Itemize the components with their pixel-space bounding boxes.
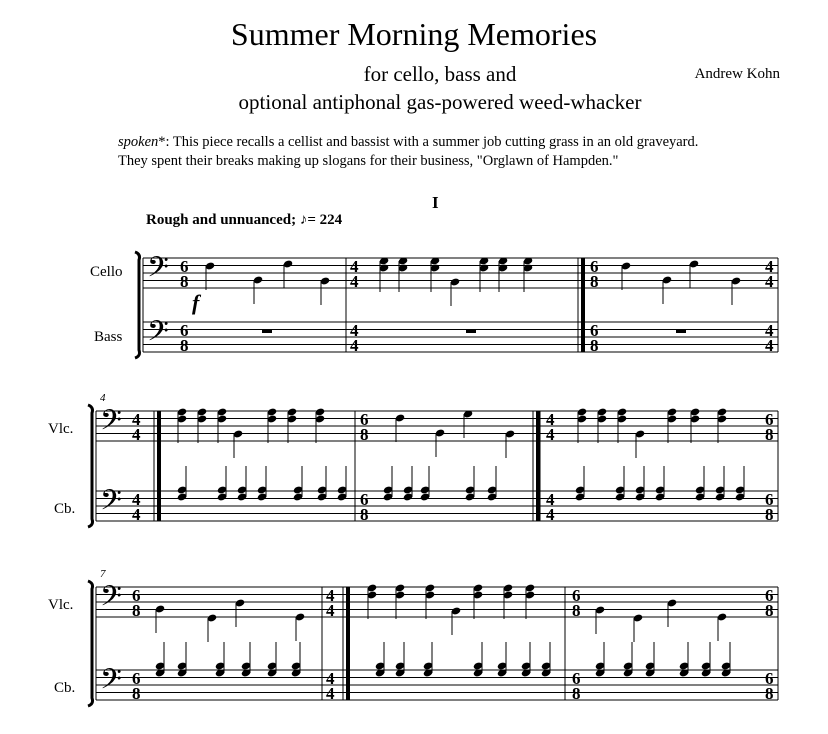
time-signature-top: 6 xyxy=(590,321,599,340)
time-signature-top: 6 xyxy=(765,586,774,605)
whole-rest xyxy=(676,329,686,333)
time-signature-bottom: 8 xyxy=(590,336,599,355)
composer-name: Andrew Kohn xyxy=(694,66,780,82)
time-signature-top: 4 xyxy=(326,586,335,605)
instrument-vlc-2: Vlc. xyxy=(48,421,74,437)
bass-clef-icon: 𝄢 xyxy=(100,484,122,524)
piece-title: Summer Morning Memories xyxy=(230,16,598,52)
system-bracket xyxy=(88,581,93,706)
time-signature-bottom: 4 xyxy=(132,425,141,444)
time-signature-top: 6 xyxy=(765,410,774,429)
time-signature-bottom: 8 xyxy=(572,601,581,620)
whole-rest xyxy=(262,329,272,333)
instrument-cb-3: Cb. xyxy=(54,680,76,696)
system-bracket xyxy=(135,252,140,358)
time-signature-top: 6 xyxy=(180,321,189,340)
subtitle-line-1: for cello, bass and xyxy=(363,62,517,86)
time-signature-bottom: 4 xyxy=(546,425,555,444)
whole-rest xyxy=(466,329,476,333)
time-signature-bottom: 4 xyxy=(765,336,774,355)
time-signature-bottom: 8 xyxy=(180,272,189,291)
time-signature-bottom: 8 xyxy=(360,425,369,444)
time-signature-bottom: 4 xyxy=(326,684,335,703)
instrument-bass: Bass xyxy=(94,329,123,345)
time-signature-top: 4 xyxy=(546,490,555,509)
time-signature-top: 6 xyxy=(765,490,774,509)
time-signature-top: 6 xyxy=(590,257,599,276)
time-signature-bottom: 4 xyxy=(546,505,555,524)
subtitle-line-2: optional antiphonal gas-powered weed-whacker xyxy=(238,90,642,114)
time-signature-bottom: 8 xyxy=(765,684,774,703)
eighth-note-icon: ♪ xyxy=(299,212,308,228)
spoken-label: spoken xyxy=(118,134,159,150)
barlines xyxy=(88,252,778,706)
time-signature-top: 6 xyxy=(572,669,581,688)
time-signature-top: 4 xyxy=(132,490,141,509)
bass-clef-icon: 𝄢 xyxy=(100,580,122,620)
time-signature-bottom: 4 xyxy=(326,601,335,620)
dynamic-forte: f xyxy=(192,290,200,315)
time-signature-bottom: 8 xyxy=(132,684,141,703)
bass-clef-icon: 𝄢 xyxy=(147,315,169,355)
time-signatures xyxy=(132,257,774,703)
tempo-text: Rough and unnuanced; xyxy=(146,212,297,228)
time-signature-bottom: 8 xyxy=(360,505,369,524)
time-signature-top: 4 xyxy=(546,410,555,429)
program-note-line-2: They spent their breaks making up slogans for their business, "Orglawn of Hampden." xyxy=(118,153,619,169)
time-signature-top: 6 xyxy=(180,257,189,276)
measure-number-4: 4 xyxy=(100,392,106,404)
time-signature-top: 6 xyxy=(765,669,774,688)
time-signature-bottom: 8 xyxy=(765,601,774,620)
system-bracket xyxy=(88,405,93,527)
time-signature-bottom: 4 xyxy=(132,505,141,524)
time-signature-top: 6 xyxy=(132,669,141,688)
time-signature-top: 4 xyxy=(765,257,774,276)
instrument-vlc-3: Vlc. xyxy=(48,597,74,613)
time-signature-top: 6 xyxy=(572,586,581,605)
time-signature-bottom: 8 xyxy=(765,425,774,444)
time-signature-bottom: 8 xyxy=(572,684,581,703)
bass-clef-icon: 𝄢 xyxy=(100,663,122,703)
time-signature-top: 6 xyxy=(360,410,369,429)
tempo-value: = 224 xyxy=(307,212,343,228)
time-signature-bottom: 4 xyxy=(765,272,774,291)
instrument-cb-2: Cb. xyxy=(54,501,76,517)
movement-number: I xyxy=(432,193,439,212)
time-signature-bottom: 8 xyxy=(180,336,189,355)
program-note-text-1: *: This piece recalls a cellist and bassist with a summer job cutting grass in an old graveyard. xyxy=(158,134,699,150)
bass-clef-icon: 𝄢 xyxy=(147,251,169,291)
bass-clef-icon: 𝄢 xyxy=(100,404,122,444)
staff-lines xyxy=(96,258,778,700)
time-signature-bottom: 4 xyxy=(350,272,359,291)
time-signature-bottom: 8 xyxy=(590,272,599,291)
time-signature-top: 4 xyxy=(765,321,774,340)
instrument-cello: Cello xyxy=(90,264,123,280)
time-signature-bottom: 8 xyxy=(132,601,141,620)
notes xyxy=(155,256,745,677)
time-signature-top: 4 xyxy=(326,669,335,688)
time-signature-top: 4 xyxy=(132,410,141,429)
time-signature-top: 6 xyxy=(360,490,369,509)
time-signature-top: 6 xyxy=(132,586,141,605)
time-signature-bottom: 4 xyxy=(350,336,359,355)
time-signature-top: 4 xyxy=(350,257,359,276)
time-signature-top: 4 xyxy=(350,321,359,340)
time-signature-bottom: 8 xyxy=(765,505,774,524)
measure-number-7: 7 xyxy=(100,568,106,580)
